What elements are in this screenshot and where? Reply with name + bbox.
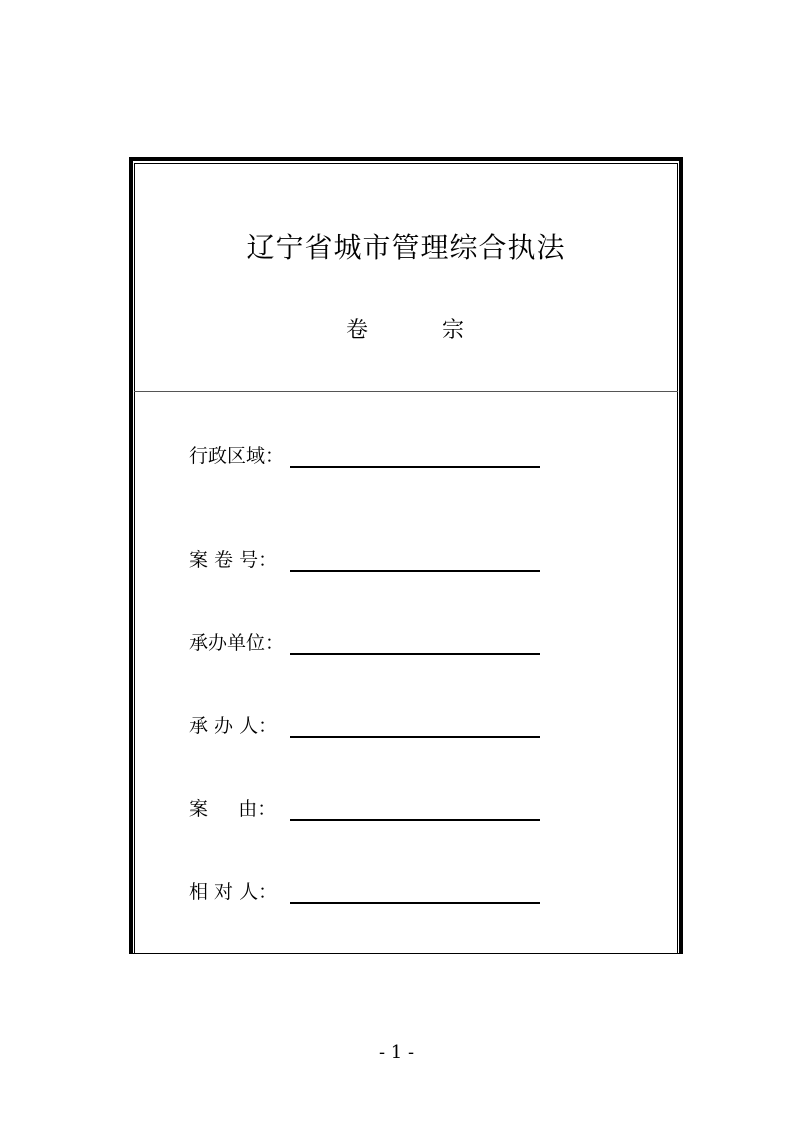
- fill-in-line[interactable]: [290, 570, 540, 572]
- fill-in-line[interactable]: [290, 653, 540, 655]
- subtitle-char-left: 卷: [346, 318, 369, 343]
- subtitle-char-right: 宗: [442, 318, 465, 343]
- document-title: 辽宁省城市管理综合执法: [246, 231, 566, 264]
- page-number: - 1 -: [378, 1042, 415, 1063]
- fill-in-line[interactable]: [290, 819, 540, 821]
- field-label: 承 办 人：: [189, 715, 278, 737]
- fill-in-line[interactable]: [290, 736, 540, 738]
- fill-in-line[interactable]: [290, 466, 540, 468]
- field-label: 相 对 人：: [189, 881, 278, 903]
- field-label: 承办单位：: [189, 632, 285, 654]
- field-label: 行政区域：: [189, 445, 285, 467]
- field-label: 案 卷 号：: [189, 549, 278, 571]
- field-label: 案 由：: [189, 798, 277, 820]
- header-divider: [134, 391, 678, 392]
- fill-in-line[interactable]: [290, 902, 540, 904]
